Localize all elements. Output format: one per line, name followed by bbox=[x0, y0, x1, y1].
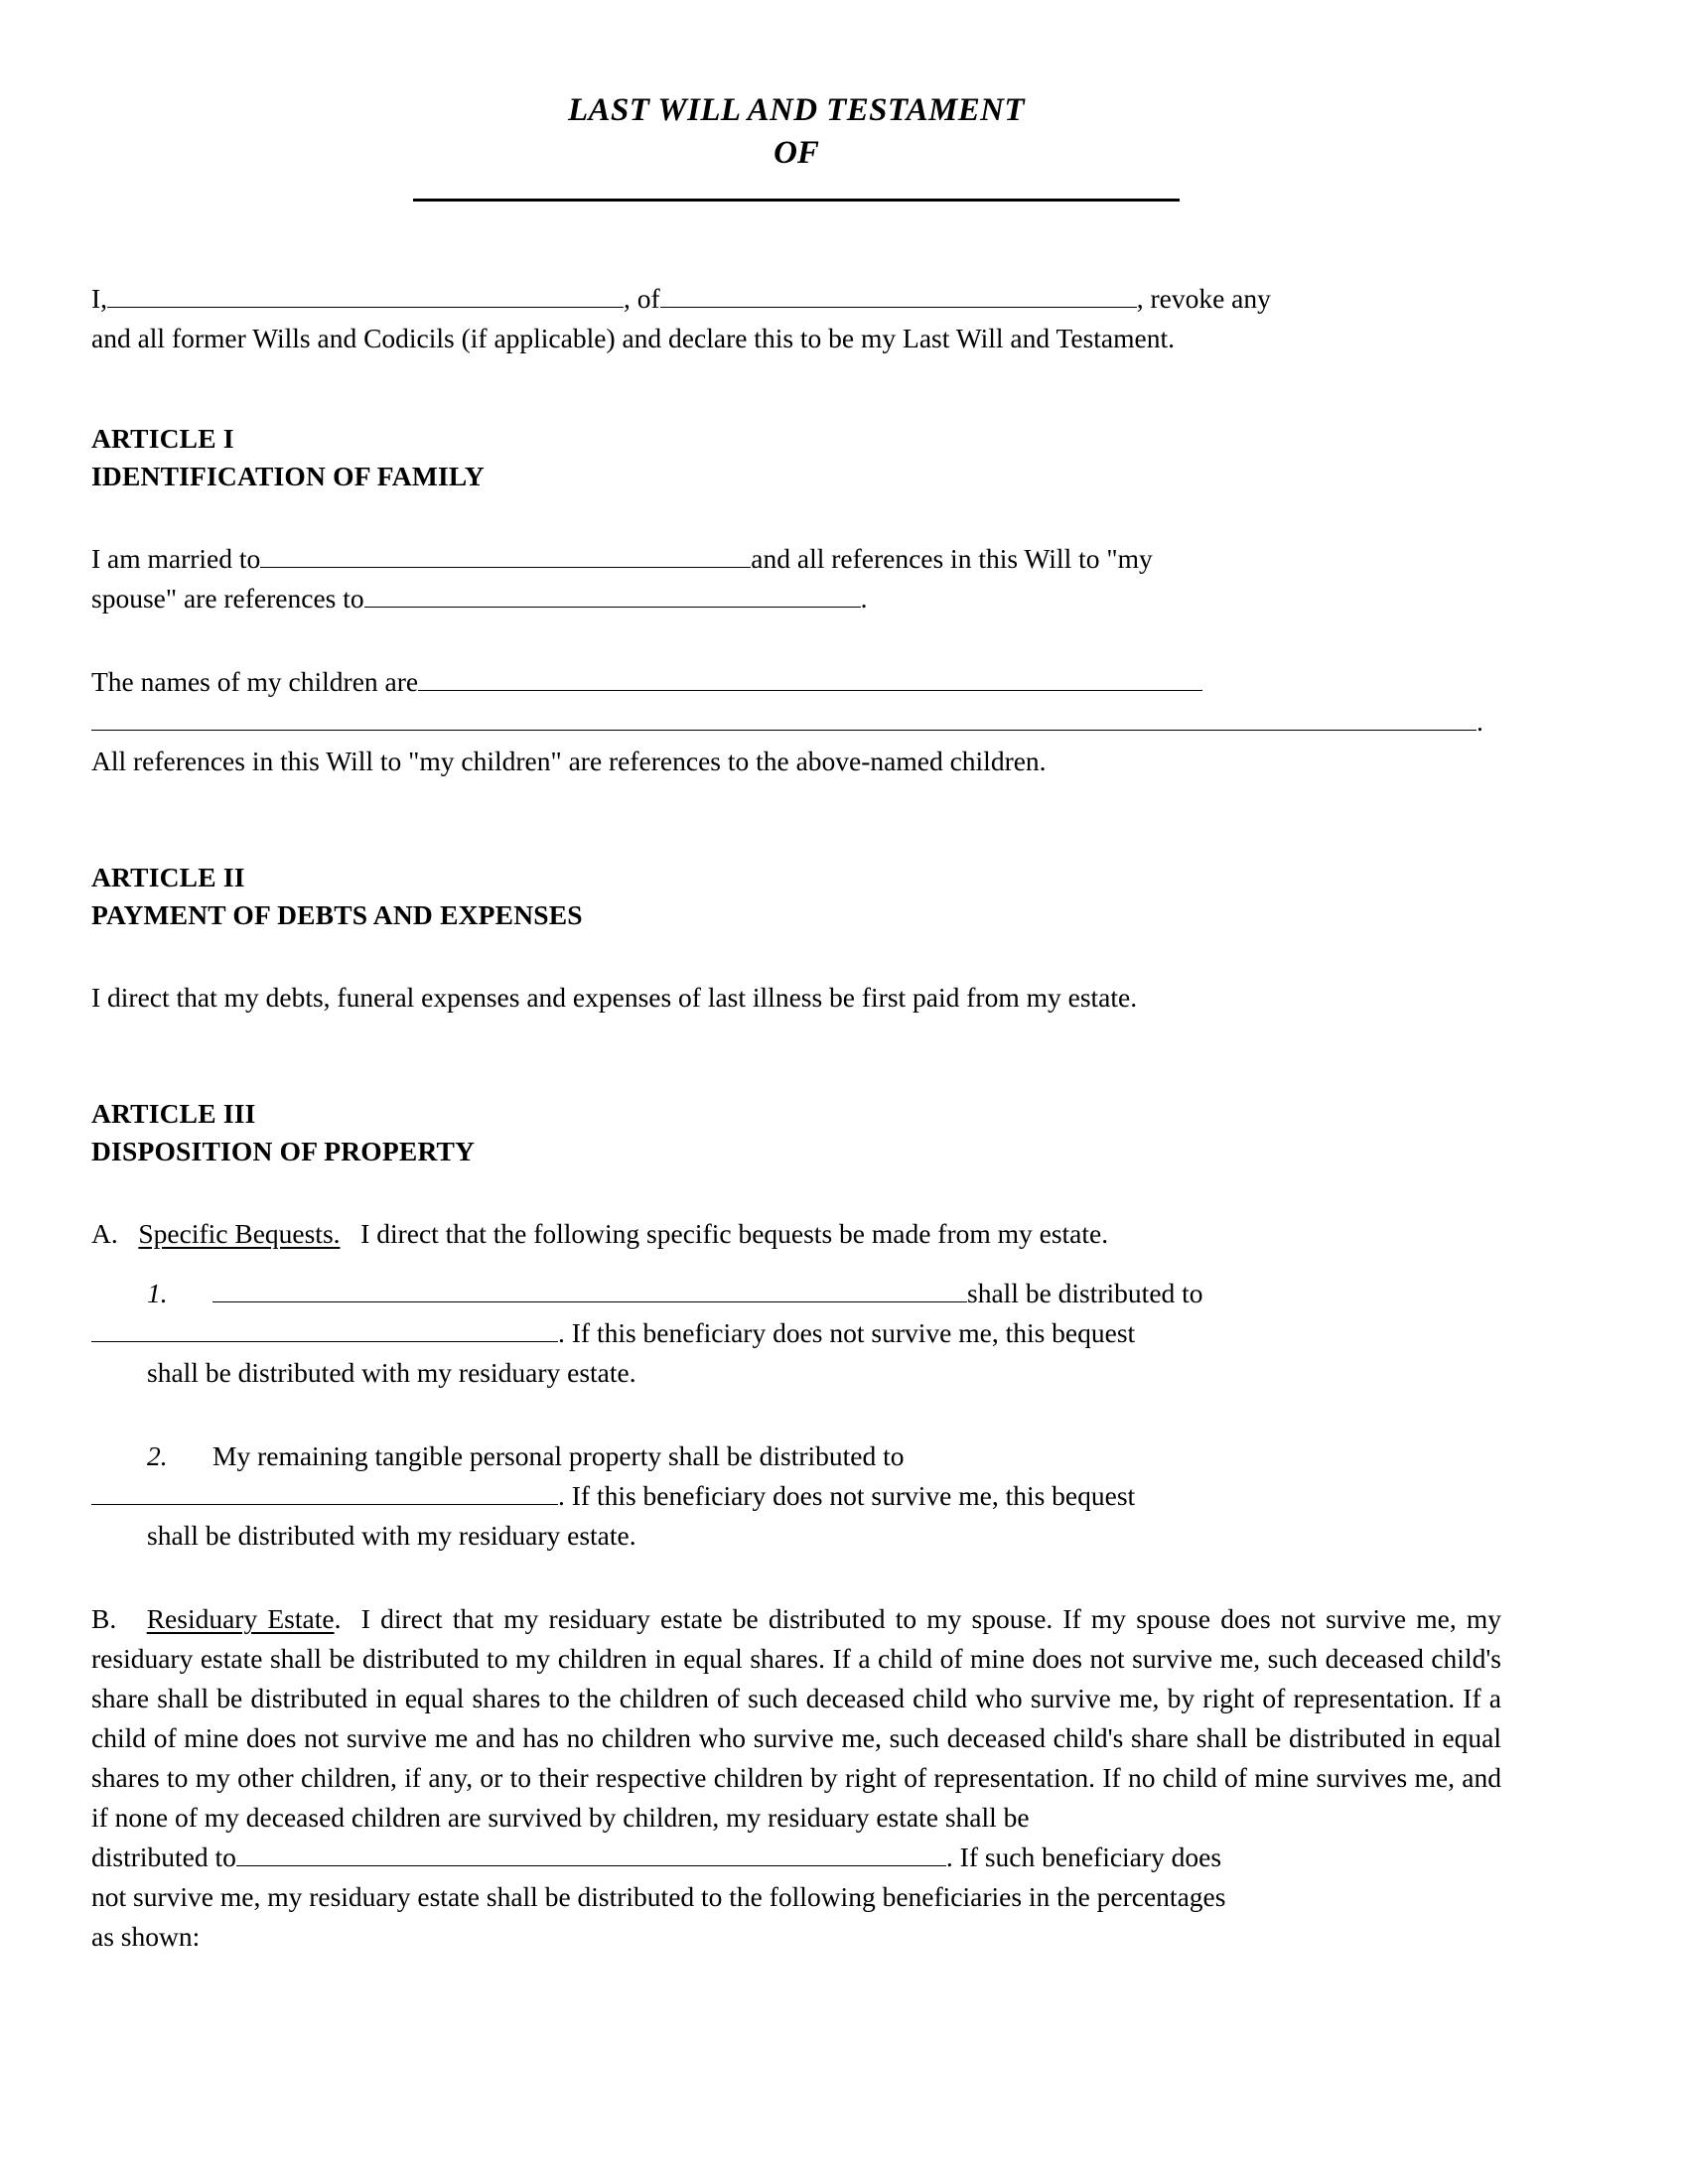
article-3-number: ARTICLE III bbox=[91, 1098, 256, 1129]
bequest-item-1 bbox=[147, 1274, 1501, 1393]
bequest-2-beneficiary-blank[interactable] bbox=[91, 1478, 558, 1505]
testator-address-blank[interactable] bbox=[660, 281, 1137, 308]
article-3 bbox=[91, 1095, 1501, 1957]
spouse-ref-lead: spouse" are references to bbox=[91, 583, 364, 614]
section-b-distributed-label: distributed to bbox=[91, 1842, 236, 1872]
preamble-line-2: and all former Wills and Codicils (if applicable) and declare this to be my Last Will and Testament. bbox=[91, 323, 1175, 353]
preamble-revoke: , revoke any bbox=[1136, 283, 1271, 314]
bequest-item-2-text-1: My remaining tangible personal property shall be distributed to bbox=[212, 1440, 905, 1471]
bequest-item-2-line-2 bbox=[91, 1476, 1446, 1516]
bequest-item-1-text-1: shall be distributed to bbox=[967, 1278, 1203, 1308]
bequest-item-1-text-3: shall be distributed with my residuary estate. bbox=[147, 1357, 636, 1388]
spacer bbox=[91, 1556, 1501, 1599]
children-line-1 bbox=[91, 662, 1501, 702]
section-a-letter: A. bbox=[91, 1218, 118, 1249]
spacer bbox=[91, 1018, 1501, 1095]
preamble-paragraph bbox=[91, 279, 1501, 358]
bequest-item-1-number: 1. bbox=[147, 1278, 168, 1308]
spacer bbox=[91, 1393, 1501, 1436]
article-2-body: I direct that my debts, funeral expenses and expenses of last illness be first paid from my estate. bbox=[91, 982, 1138, 1013]
section-a-lead-text: I direct that the following specific bequests be made from my estate. bbox=[360, 1218, 1109, 1249]
bequest-item-2-text-3: shall be distributed with my residuary estate. bbox=[147, 1520, 636, 1551]
spouse-line-1 bbox=[91, 539, 1501, 579]
children-line-2 bbox=[91, 702, 1501, 742]
bequest-item-2 bbox=[147, 1436, 1501, 1556]
bequest-item-1-line-2 bbox=[91, 1313, 1446, 1353]
article-3-section-b bbox=[91, 1599, 1501, 1957]
bequest-item-2-line-1 bbox=[147, 1436, 1501, 1476]
spouse-ref-period: . bbox=[860, 583, 868, 614]
page-title-of: OF bbox=[774, 135, 819, 171]
bequest-item-1-line-1 bbox=[147, 1274, 1501, 1313]
spouse-line-2 bbox=[91, 579, 1501, 618]
children-names-blank-1[interactable] bbox=[418, 664, 1202, 691]
section-b-title-period: . bbox=[334, 1603, 342, 1634]
spacer bbox=[91, 1254, 1501, 1274]
children-period: . bbox=[1477, 706, 1483, 737]
article-3-heading: DISPOSITION OF PROPERTY bbox=[91, 1136, 476, 1166]
article-3-section-a bbox=[91, 1214, 1501, 1556]
preamble-lead: I, bbox=[91, 283, 108, 314]
spacer bbox=[91, 781, 1501, 859]
spacer bbox=[91, 358, 1501, 420]
article-2 bbox=[91, 859, 1501, 1018]
preamble-line-1 bbox=[91, 279, 1501, 319]
section-b-final-line-2: as shown: bbox=[91, 1921, 201, 1952]
article-1-heading: IDENTIFICATION OF FAMILY bbox=[91, 461, 485, 491]
section-b-after-blank-text: . If such beneficiary does bbox=[945, 1842, 1222, 1872]
article-1-children-paragraph bbox=[91, 662, 1501, 781]
document-content bbox=[91, 89, 1501, 1957]
spacer bbox=[91, 934, 1501, 978]
section-b-body bbox=[91, 1599, 1501, 1838]
page-title: LAST WILL AND TESTAMENT bbox=[568, 92, 1025, 128]
bequest-item-1-text-2: . If this beneficiary does not survive me, this bequest bbox=[558, 1317, 1136, 1348]
article-1-number: ARTICLE I bbox=[91, 423, 234, 454]
section-b-letter: B. bbox=[91, 1603, 117, 1634]
bequest-1-beneficiary-blank[interactable] bbox=[91, 1315, 558, 1342]
document-title-block bbox=[91, 89, 1501, 202]
children-lead-text: The names of my children are bbox=[91, 666, 419, 697]
spacer bbox=[91, 495, 1501, 539]
section-b-title: Residuary Estate bbox=[146, 1603, 335, 1634]
spouse-name-blank[interactable] bbox=[260, 541, 751, 568]
section-b-final-line-1: not survive me, my residuary estate shall be distributed to the following beneficiaries in the percentages bbox=[91, 1881, 1226, 1912]
preamble-of: , of bbox=[624, 283, 660, 314]
spouse-lead-text: I am married to bbox=[91, 543, 261, 574]
spouse-reference-blank[interactable] bbox=[364, 581, 861, 608]
bequest-item-2-number: 2. bbox=[147, 1440, 168, 1471]
spacer bbox=[91, 1170, 1501, 1214]
spouse-mid-text: and all references in this Will to "my bbox=[751, 543, 1153, 574]
residuary-beneficiary-blank[interactable] bbox=[236, 1840, 946, 1866]
section-b-body-text: I direct that my residuary estate be distributed to my spouse. If my spouse does not survive me, my residuary estate shall be distributed to my children in equal shares. If a child of mine does not survive me, such deceased child's share shall be distributed in equal shares to the children of such deceased child who survive me, by right of representation. If a child of mine does not survive me and has no children who survive me, such deceased child's share shall be distributed in equal shares to my other children, if any, or to their respective children by right of representation. If no child of mine survives me, and if none of my deceased children are survived by children, my residuary estate shall be bbox=[91, 1603, 1501, 1833]
testator-name-inline-blank[interactable] bbox=[107, 281, 624, 308]
section-a-lead-line bbox=[91, 1214, 1501, 1254]
article-1-spouse-paragraph bbox=[91, 539, 1501, 618]
bequest-1-description-blank[interactable] bbox=[212, 1276, 967, 1302]
article-2-number: ARTICLE II bbox=[91, 862, 245, 892]
spacer bbox=[91, 202, 1501, 279]
bequest-item-2-text-2: . If this beneficiary does not survive me, this bequest bbox=[558, 1480, 1136, 1511]
children-closing-text: All references in this Will to "my children" are references to the above-named children. bbox=[91, 746, 1047, 776]
article-1 bbox=[91, 420, 1501, 781]
testator-name-blank[interactable] bbox=[413, 199, 1180, 202]
article-2-heading: PAYMENT OF DEBTS AND EXPENSES bbox=[91, 899, 583, 930]
children-names-blank-2[interactable] bbox=[91, 704, 1477, 731]
section-b-distributed-line bbox=[91, 1838, 1501, 1877]
spacer bbox=[91, 618, 1501, 662]
section-a-title: Specific Bequests. bbox=[138, 1218, 341, 1249]
